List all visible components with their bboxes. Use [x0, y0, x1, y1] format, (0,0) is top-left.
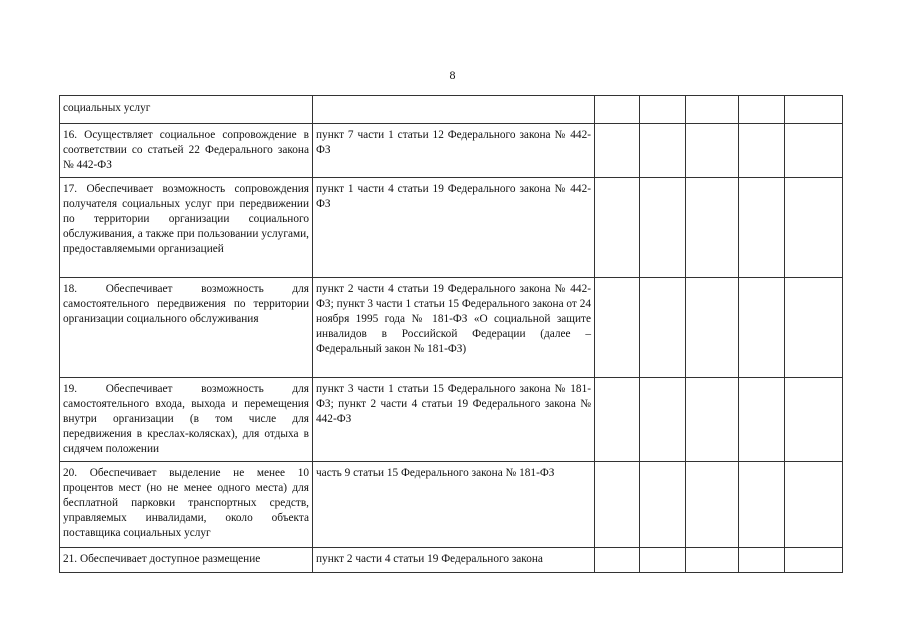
legal-basis-cell: [313, 96, 595, 124]
legal-basis-cell: пункт 2 части 4 статьи 19 Федерального закона № 442-ФЗ; пункт 3 части 1 статьи 15 Федерального закона от 24 ноября 1995 года № 181-ФЗ «О социальной защите инвалидов в Российской Федерации (далее – Федеральный закон № 181-ФЗ): [313, 278, 595, 378]
empty-cell: [739, 124, 785, 178]
empty-cell: [640, 178, 686, 278]
requirement-cell: 20. Обеспечивает выделение не менее 10 процентов мест (но не менее одного места) для бесплатной парковки транспортных средств, управляемых инвалидами, около объекта поставщика социальных услуг: [60, 462, 313, 548]
empty-cell: [785, 462, 843, 548]
empty-cell: [785, 96, 843, 124]
empty-cell: [595, 124, 640, 178]
empty-cell: [785, 124, 843, 178]
table-row: [60, 378, 843, 462]
table-row: [60, 278, 843, 378]
empty-cell: [785, 278, 843, 378]
empty-cell: [640, 378, 686, 462]
empty-cell: [640, 278, 686, 378]
empty-cell: [595, 96, 640, 124]
legal-basis-cell: пункт 1 части 4 статьи 19 Федерального закона № 442-ФЗ: [313, 178, 595, 278]
empty-cell: [640, 124, 686, 178]
legal-basis-cell: пункт 7 части 1 статьи 12 Федерального закона № 442-ФЗ: [313, 124, 595, 178]
empty-cell: [595, 378, 640, 462]
table-row: [60, 548, 843, 573]
empty-cell: [739, 548, 785, 573]
requirement-cell: 18. Обеспечивает возможность для самостоятельного передвижения по территории организации социального обслуживания: [60, 278, 313, 378]
empty-cell: [595, 462, 640, 548]
empty-cell: [686, 548, 739, 573]
empty-cell: [739, 96, 785, 124]
requirement-cell: 17. Обеспечивает возможность сопровождения получателя социальных услуг при передвижении по территории организации социального обслуживания, а также при пользовании услугами, предоставляемыми организацией: [60, 178, 313, 278]
table-row: [60, 96, 843, 124]
legal-basis-cell: пункт 2 части 4 статьи 19 Федерального закона: [313, 548, 595, 573]
requirements-table: [59, 95, 843, 573]
requirement-cell: 19. Обеспечивает возможность для самостоятельного входа, выхода и перемещения внутри организации (в том числе для передвижения в креслах-колясках), для отдыха в сидячем положении: [60, 378, 313, 462]
empty-cell: [686, 278, 739, 378]
empty-cell: [686, 462, 739, 548]
empty-cell: [686, 378, 739, 462]
empty-cell: [739, 178, 785, 278]
legal-basis-cell: пункт 3 части 1 статьи 15 Федерального закона № 181-ФЗ; пункт 2 части 4 статьи 19 Федерального закона № 442-ФЗ: [313, 378, 595, 462]
empty-cell: [686, 178, 739, 278]
table-row: [60, 178, 843, 278]
empty-cell: [686, 124, 739, 178]
empty-cell: [739, 378, 785, 462]
empty-cell: [739, 462, 785, 548]
table-row: [60, 462, 843, 548]
empty-cell: [640, 462, 686, 548]
empty-cell: [595, 178, 640, 278]
page-number: 8: [449, 68, 456, 82]
requirement-cell: социальных услуг: [60, 96, 313, 124]
empty-cell: [785, 548, 843, 573]
empty-cell: [785, 178, 843, 278]
empty-cell: [595, 548, 640, 573]
requirement-cell: 16. Осуществляет социальное сопровождение в соответствии со статьей 22 Федерального закона № 442-ФЗ: [60, 124, 313, 178]
requirement-cell: 21. Обеспечивает доступное размещение: [60, 548, 313, 573]
legal-basis-cell: часть 9 статьи 15 Федерального закона № 181-ФЗ: [313, 462, 595, 548]
table-row: [60, 124, 843, 178]
empty-cell: [640, 548, 686, 573]
empty-cell: [785, 378, 843, 462]
empty-cell: [686, 96, 739, 124]
empty-cell: [640, 96, 686, 124]
empty-cell: [739, 278, 785, 378]
empty-cell: [595, 278, 640, 378]
